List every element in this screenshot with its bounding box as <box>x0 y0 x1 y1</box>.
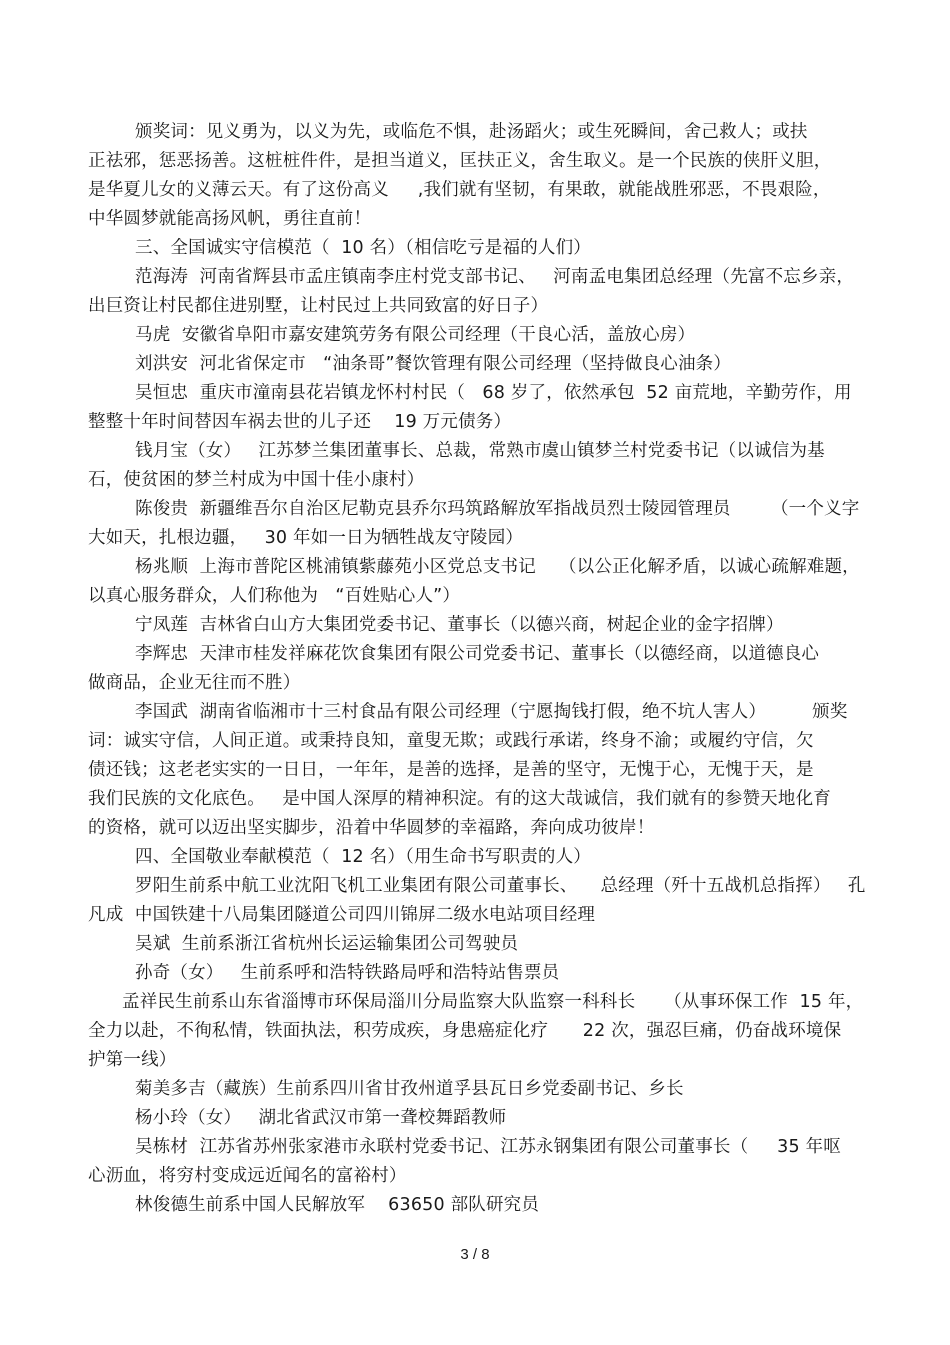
text-line: 石，使贫困的梦兰村成为中国十佳小康村） <box>88 470 425 490</box>
text-line: 的资格，就可以迈出坚实脚步，沿着中华圆梦的幸福路，奔向成功彼岸！ <box>88 818 655 838</box>
text-line: 债还钱；这老老实实的一日日，一年年，是善的选择，是善的坚守，无愧于心，无愧于天，是 <box>88 760 814 780</box>
text-line: 陈俊贵 新疆维吾尔自治区尼勒克县乔尔玛筑路解放军指战员烈士陵园管理员 （一个义字 <box>135 499 860 519</box>
text-line: 马虎 安徽省阜阳市嘉安建筑劳务有限公司经理（干良心活，盖放心房） <box>135 325 696 345</box>
text-line: 心沥血，将穷村变成远近闻名的富裕村） <box>88 1166 407 1186</box>
text-line: 菊美多吉（藏族）生前系四川省甘孜州道孚县瓦日乡党委副书记、乡长 <box>135 1079 684 1099</box>
text-line: 是华夏儿女的义薄云天。有了这份高义 ,我们就有坚韧，有果敢，就能战胜邪恶，不畏艰险， <box>88 180 831 200</box>
text-line: 整整十年时间替因车祸去世的儿子还 19 万元债务） <box>88 412 512 432</box>
text-line: 中华圆梦就能高扬风帆，勇往直前！ <box>88 209 372 229</box>
text-line: 孙奇（女） 生前系呼和浩特铁路局呼和浩特站售票员 <box>135 963 560 983</box>
text-line: 吴斌 生前系浙江省杭州长运运输集团公司驾驶员 <box>135 934 519 954</box>
text-line: 杨小玲（女） 湖北省武汉市第一聋校舞蹈教师 <box>135 1108 507 1128</box>
text-line: 词：诚实守信，人间正道。或秉持良知，童叟无欺；或践行承诺，终身不渝；或履约守信，欠 <box>88 731 814 751</box>
text-line: 吴栋材 江苏省苏州张家港市永联村党委书记、江苏永钢集团有限公司董事长（ 35 年呕 <box>135 1137 841 1157</box>
text-line: 四、全国敬业奉献模范（ 12 名）（用生命书写职责的人） <box>135 847 592 867</box>
text-line: 正祛邪，惩恶扬善。这桩桩件件，是担当道义，匡扶正义，舍生取义。是一个民族的侠肝义胆， <box>88 151 832 171</box>
text-line: 全力以赴，不徇私情，铁面执法，积劳成疾，身患癌症化疗 22 次，强忍巨痛，仍奋战环境保 <box>88 1021 842 1041</box>
text-line: 杨兆顺 上海市普陀区桃浦镇紫藤苑小区党总支书记 （以公正化解矛盾，以诚心疏解难题， <box>135 557 860 577</box>
text-line: 李国武 湖南省临湘市十三村食品有限公司经理（宁愿掏钱打假，绝不坑人害人） 颁奖 <box>135 702 848 722</box>
text-line: 我们民族的文化底色。 是中国人深厚的精神积淀。有的这大哉诚信，我们就有的参赞天地化育 <box>88 789 831 809</box>
text-line: 范海涛 河南省辉县市孟庄镇南李庄村党支部书记、 河南孟电集团总经理（先富不忘乡亲， <box>135 267 855 287</box>
text-line: 吴恒忠 重庆市潼南县花岩镇龙怀村村民（ 68 岁了，依然承包 52 亩荒地，辛勤劳作，用 <box>135 383 852 403</box>
text-line: 三、全国诚实守信模范（ 10 名）（相信吃亏是福的人们） <box>135 238 592 258</box>
text-line: 钱月宝（女） 江苏梦兰集团董事长、总裁，常熟市虞山镇梦兰村党委书记（以诚信为基 <box>135 441 825 461</box>
page-number: 3 / 8 <box>460 1246 490 1263</box>
text-line: 出巨资让村民都住进别墅，让村民过上共同致富的好日子） <box>88 296 549 316</box>
text-line: 凡成 中国铁建十八局集团隧道公司四川锦屏二级水电站项目经理 <box>88 905 596 925</box>
text-line: 刘洪安 河北省保定市 “油条哥”餐饮管理有限公司经理（坚持做良心油条） <box>135 354 732 374</box>
text-line: 颁奖词：见义勇为，以义为先，或临危不惧，赴汤蹈火；或生死瞬间，舍己救人；或扶 <box>135 122 808 142</box>
text-line: 李辉忠 天津市桂发祥麻花饮食集团有限公司党委书记、董事长（以德经商，以道德良心 <box>135 644 820 664</box>
text-line: 宁凤莲 吉林省白山方大集团党委书记、董事长（以德兴商，树起企业的金字招牌） <box>135 615 784 635</box>
text-line: 以真心服务群众，人们称他为 “百姓贴心人”） <box>88 586 461 606</box>
text-line: 护第一线） <box>88 1050 177 1070</box>
text-line: 做商品，企业无往而不胜） <box>88 673 301 693</box>
text-line: 林俊德生前系中国人民解放军 63650 部队研究员 <box>135 1195 540 1215</box>
text-line: 罗阳生前系中航工业沈阳飞机工业集团有限公司董事长、 总经理（歼十五战机总指挥） 孔 <box>135 876 866 896</box>
text-line: 大如天，扎根边疆， 30 年如一日为牺牲战友守陵园） <box>88 528 524 548</box>
text-line: 孟祥民生前系山东省淄博市环保局淄川分局监察大队监察一科科长 （从事环保工作 15 年， <box>122 992 864 1012</box>
